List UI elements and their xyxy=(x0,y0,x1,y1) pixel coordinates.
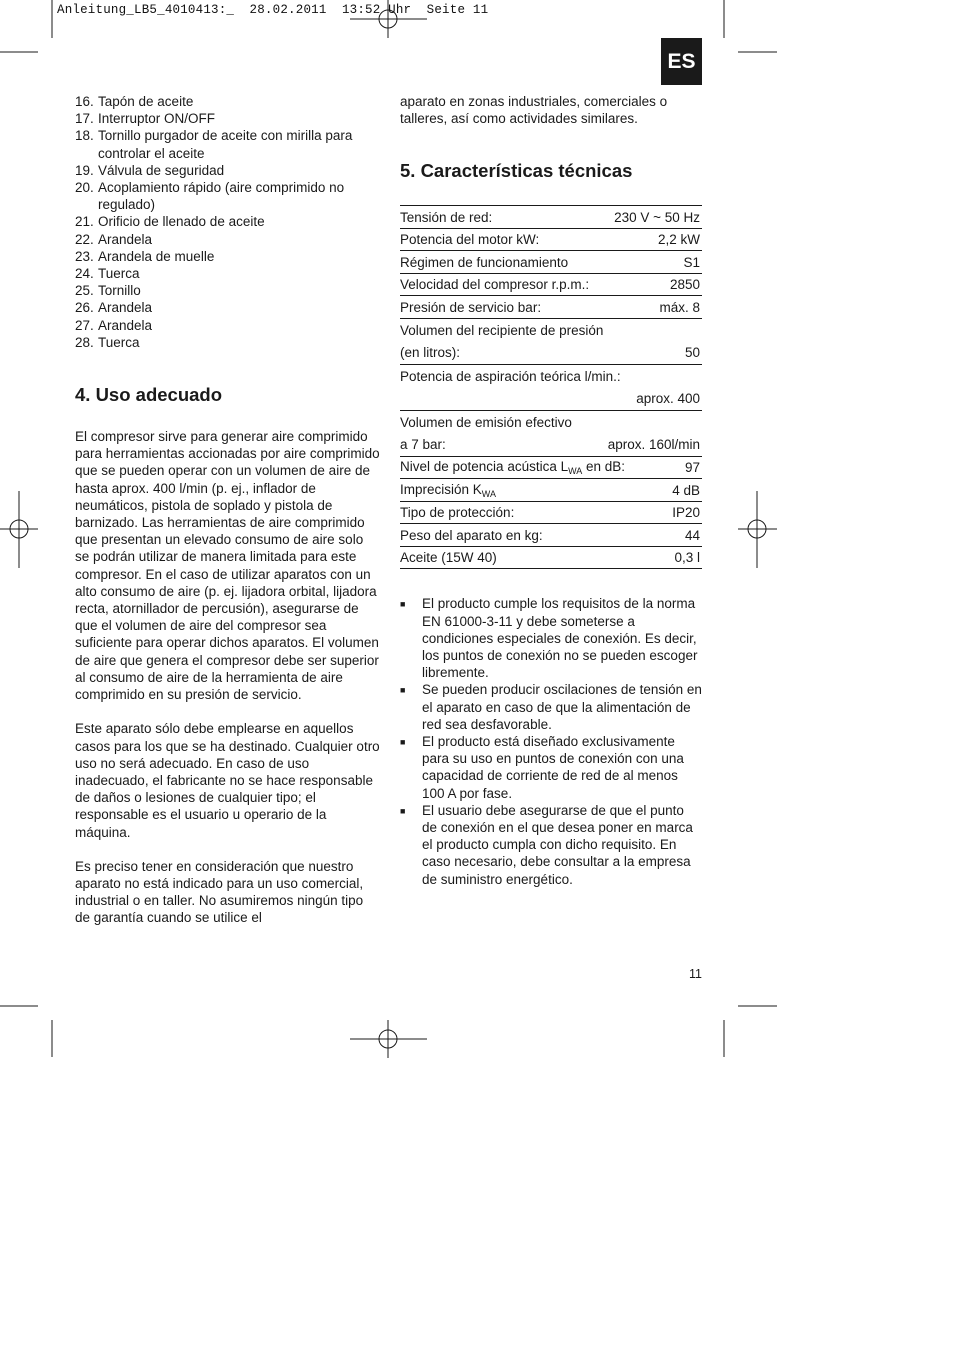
spec-row xyxy=(400,411,702,457)
section-heading-caracteristicas: 5. Características técnicas xyxy=(400,160,633,182)
spec-row xyxy=(400,296,702,319)
list-item xyxy=(75,317,380,334)
spec-row xyxy=(400,524,702,547)
spec-label: Velocidad del compresor r.p.m.: xyxy=(400,277,590,293)
spec-row xyxy=(400,502,702,525)
list-item-number: 16. xyxy=(75,94,94,109)
list-item xyxy=(75,282,380,299)
spec-label: Potencia del motor kW: xyxy=(400,232,540,248)
spec-value: máx. 8 xyxy=(659,299,700,315)
list-item-number: 25. xyxy=(75,283,94,299)
registration-mark xyxy=(350,1020,427,1058)
list-item-number: 21. xyxy=(75,214,94,230)
list-item-label: Tornillo purgador de aceite con mirilla para controlar el aceite xyxy=(98,128,353,161)
list-item xyxy=(75,110,380,127)
spec-label: Volumen de emisión efectivo xyxy=(400,414,572,430)
spec-label: (en litros): xyxy=(400,345,461,361)
square-bullet-icon: ■ xyxy=(400,805,406,816)
list-item xyxy=(75,213,380,230)
list-item-label: Tornillo xyxy=(98,283,141,299)
list-item-label: Tuerca xyxy=(98,266,140,282)
spec-row xyxy=(400,251,702,274)
bullet-list xyxy=(400,595,702,887)
spec-label xyxy=(400,459,625,476)
spec-row xyxy=(400,206,702,229)
spec-row xyxy=(400,457,702,480)
specs-table xyxy=(400,205,702,569)
list-item xyxy=(75,162,380,179)
spec-label: Presión de servicio bar: xyxy=(400,299,542,315)
list-item xyxy=(75,179,380,213)
spec-label: Volumen del recipiente de presión xyxy=(400,322,604,338)
bullet-item xyxy=(400,802,702,888)
paragraph: Este aparato sólo debe emplearse en aquellos casos para los que se ha destinado. Cualquier otro uso no será adecuado. En caso de uso inadecuado, el fabricante no se hace responsable de daños o lesiones de cualquier tipo; el responsable es el usuario u operario de la máquina. xyxy=(75,721,380,840)
list-item-label: Arandela xyxy=(98,231,153,247)
spec-label: Aceite (15W 40) xyxy=(400,550,497,566)
list-item-number: 22. xyxy=(75,231,94,247)
list-item-number: 27. xyxy=(75,317,94,333)
list-item-label: Tapón de aceite xyxy=(98,94,194,109)
spec-label xyxy=(400,482,496,499)
right-column xyxy=(400,93,702,888)
spec-value: S1 xyxy=(683,254,700,270)
spec-value: IP20 xyxy=(672,505,700,521)
spec-label-subscript: WA xyxy=(481,488,496,499)
bullet-text: El producto está diseñado exclusivamente para su uso en puntos de conexión con una capacidad de corriente de red de al menos 100 A por fase. xyxy=(422,734,684,801)
spec-label-text: en dB: xyxy=(582,459,626,475)
list-item xyxy=(75,299,380,316)
spec-row xyxy=(400,274,702,297)
list-item-label: Arandela de muelle xyxy=(98,248,215,264)
spec-label: Potencia de aspiración teórica l/min.: xyxy=(400,368,621,384)
list-item-label: Arandela xyxy=(98,317,153,333)
spec-value: 230 V ~ 50 Hz xyxy=(614,209,700,225)
list-item-label: Orificio de llenado de aceite xyxy=(98,214,265,230)
list-item xyxy=(75,265,380,282)
list-item-number: 26. xyxy=(75,300,94,316)
spec-value: 0,3 l xyxy=(674,550,700,566)
spec-label: Tensión de red: xyxy=(400,209,493,225)
page-number: 11 xyxy=(689,967,702,981)
section-heading-uso-adecuado: 4. Uso adecuado xyxy=(75,384,223,406)
paragraph: Es preciso tener en consideración que nuestro aparato no está indicado para un uso comercial, industrial o en taller. No asumiremos ningún tipo de garantía cuando se utilice el xyxy=(75,858,364,926)
spec-row xyxy=(400,479,702,502)
bullet-text: El producto cumple los requisitos de la norma EN 61000-3-11 y debe someterse a condiciones especiales de conexión. Es decir, los puntos de conexión no se pueden escoger libremente. xyxy=(422,596,698,681)
spec-value: 44 xyxy=(684,527,700,543)
list-item-number: 20. xyxy=(75,180,94,196)
spec-label: Tipo de protección: xyxy=(400,505,515,521)
list-item xyxy=(75,127,380,161)
spec-label-text: Nivel de potencia acústica L xyxy=(400,459,569,475)
list-item-label: Interruptor ON/OFF xyxy=(98,111,216,127)
spec-label: Régimen de funcionamiento xyxy=(400,254,569,270)
list-item-number: 19. xyxy=(75,162,94,178)
spec-row xyxy=(400,547,702,570)
bullet-item xyxy=(400,681,702,733)
list-item xyxy=(75,334,380,351)
list-item xyxy=(75,248,380,265)
left-column xyxy=(75,93,380,927)
spec-label: Peso del aparato en kg: xyxy=(400,527,543,543)
spec-row xyxy=(400,319,702,365)
list-item-number: 17. xyxy=(75,111,94,127)
list-item-label: Tuerca xyxy=(98,334,140,350)
spec-row xyxy=(400,229,702,252)
list-item-label: Arandela xyxy=(98,300,153,316)
spec-row xyxy=(400,365,702,411)
list-item-number: 18. xyxy=(75,128,94,144)
spec-value: aprox. 160l/min xyxy=(607,437,700,453)
list-item-number: 28. xyxy=(75,334,94,350)
square-bullet-icon: ■ xyxy=(400,737,406,748)
list-item-label: Válvula de seguridad xyxy=(98,162,225,178)
paragraph: El compresor sirve para generar aire comprimido para herramientas accionadas por aire comprimido que se pueden operar con un volumen de aire de hasta aprox. 400 l/min (p. ej., inflador de neumáticos, pistola de soplado y pistola de barnizado. Las herramientas de aire comprimido que presentan un elevado consumo de aire solo se podrán utilizar de manera limitada para este compresor. En el caso de utilizar aparatos con un alto consumo de aire (p. ej. lijadora orbital, lijadora recta, atornillador de percusión), asegurarse de que el volumen de aire del compresor sea suficiente para operar dichos aparatos. El volumen de aire que genera el compresor debe ser superior al consumo de aire de la herramienta de aire comprimido en su presión de servicio. xyxy=(75,429,380,703)
parts-list xyxy=(75,93,380,351)
spec-value: 2,2 kW xyxy=(657,232,700,248)
spec-value: aprox. 400 xyxy=(636,391,700,407)
list-item-label: Acoplamiento rápido (aire comprimido no regulado) xyxy=(98,180,345,213)
bullet-item xyxy=(400,733,702,802)
paragraph-continuation: aparato en zonas industriales, comerciales o talleres, así como actividades similares. xyxy=(400,94,668,127)
spec-value: 97 xyxy=(684,460,700,476)
language-badge: ES xyxy=(661,38,702,85)
spec-label-text: Imprecisión K xyxy=(400,481,482,497)
bullet-text: El usuario debe asegurarse de que el punto de conexión en el que desea poner en marca el producto cumpla con dicho requisito. En caso necesario, debe consultar a la empresa de suministro energético. xyxy=(422,802,693,887)
list-item-number: 24. xyxy=(75,266,94,282)
bullet-item xyxy=(400,595,702,681)
spec-label: a 7 bar: xyxy=(400,437,446,453)
square-bullet-icon: ■ xyxy=(400,599,406,610)
list-item-number: 23. xyxy=(75,248,94,264)
registration-mark xyxy=(738,491,777,568)
spec-value: 50 xyxy=(684,345,700,361)
list-item xyxy=(75,93,380,110)
registration-mark xyxy=(0,491,38,568)
print-slug: Anleitung_LB5_4010413:_ 28.02.2011 13:52 Uhr Seite 11 xyxy=(57,3,489,17)
spec-value: 4 dB xyxy=(672,482,700,498)
spec-value: 2850 xyxy=(669,277,700,293)
bullet-text: Se pueden producir oscilaciones de tensión en el aparato en caso de que la alimentación de red sea desfavorable. xyxy=(422,682,702,732)
square-bullet-icon: ■ xyxy=(400,685,406,696)
spec-label-subscript: WA xyxy=(568,466,583,477)
list-item xyxy=(75,231,380,248)
